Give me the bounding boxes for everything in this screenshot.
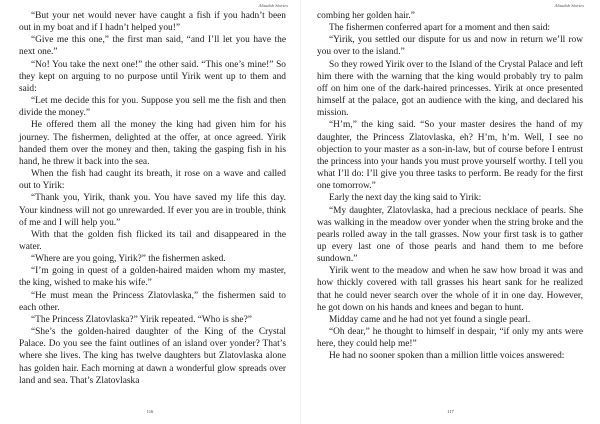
paragraph: He offered them all the money the king had given him for his journey. The fishermen, delighted at the offer, at once agreed. Yirik handed them over the money and then, taking the gasping fish in his hand, he threw it back into the sea.	[19, 120, 286, 167]
paragraph: “She’s the golden-haired daughter of the King of the Crystal Palace. Do you see the faint outlines of an island over yonder? That’s where she lives. The king has twelve daughters but Zlatovlaska alone has golden hair. Each morning at dawn a wonderful glow spreads over land and sea. That’s Zlatovlaska	[19, 327, 286, 386]
paragraph: “H’m,” the king said. “So your master desires the hand of my daughter, the Princess Zlatovlaska, eh? H’m, h’m. Well, I see no objection to your master as a son-in-law, but of course before I entrust the princess into your hands you must prove yourself worthy. I tell you what I’ll do: I’ll give you three tasks to perform. Be ready for the first one tomorrow.”	[317, 120, 583, 192]
paragraph: “Let me decide this for you. Suppose you sell me the fish and then divide the money.”	[19, 96, 286, 119]
right-page	[300, 0, 600, 424]
paragraph: He had no sooner spoken than a million little voices answered:	[329, 351, 565, 362]
paragraph: “I’m going in quest of a golden-haired maiden whom my master, the king, wished to make his wife.”	[19, 266, 286, 289]
right-page-text	[317, 10, 583, 363]
paragraph: “He must mean the Princess Zlatovlaska,” the fishermen said to each other.	[19, 290, 286, 313]
paragraph: combing her golden hair.”	[317, 11, 415, 21]
paragraph: “Thank you, Yirik, thank you. You have saved my life this day. Your kindness will not go unrewarded. If ever you are in trouble, think of me and I will help you.”	[19, 193, 286, 228]
paragraph: “Give me this one,” the first man said, “and I’ll let you have the next one.”	[19, 35, 286, 58]
paragraph: Early the next day the king said to Yirik:	[329, 193, 482, 204]
paragraph: “Oh dear,” he thought to himself in despair, “if only my ants were here, they could help me!”	[317, 327, 583, 350]
paragraph: With that the golden fish flicked its tail and disappeared in the water.	[19, 229, 286, 252]
running-head-right: Alaudab Stories	[554, 3, 584, 8]
left-page-text	[19, 10, 286, 387]
paragraph: When the fish had caught its breath, it rose on a wave and called out to Yirik:	[19, 169, 286, 192]
page-number-left: 116	[146, 409, 154, 414]
paragraph: “But your net would never have caught a fish if you hadn’t been out in my boat and if I hadn’t helped you!”	[19, 11, 286, 34]
paragraph: “Where are you going, Yirik?” the fishermen asked.	[31, 254, 226, 265]
paragraph: The fishermen conferred apart for a moment and then said:	[329, 23, 551, 34]
paragraph: “The Princess Zlatovlaska?” Yirik repeated. “Who is she?”	[31, 314, 252, 325]
running-head-left: Alaudab Stories	[258, 3, 288, 8]
page-number-right: 117	[447, 409, 454, 414]
paragraph: So they rowed Yirik over to the Island of the Crystal Palace and left him there with the warning that the king would probably try to palm off on him one of the dark-haired princesses. Yirik at once presented himself at the palace, got an audience with the king, and declared his mission.	[317, 59, 584, 119]
paragraph: “My daughter, Zlatovlaska, had a precious necklace of pearls. She was walking in the meadow over yonder when the string broke and the pearls rolled away in the tall grasses. Now your first task is to gather up every last one of those pearls and hand them to me before sundown.”	[317, 205, 583, 265]
paragraph: Midday came and he had not yet found a single pearl.	[329, 314, 531, 325]
paragraph: “No! You take the next one!” the other said. “This one’s mine!” So they kept on arguing to no purpose until Yirik went up to them and said:	[19, 59, 286, 94]
paragraph: Yirik went to the meadow and when he saw how broad it was and how thickly covered with tall grasses his heart sank for he realized that he could never search over the whole of it in one day. However, he got down on his hands and knees and began to hunt.	[317, 266, 583, 313]
paragraph: “Yirik, you settled our dispute for us and now in return we’ll row you over to the island.”	[317, 35, 583, 58]
